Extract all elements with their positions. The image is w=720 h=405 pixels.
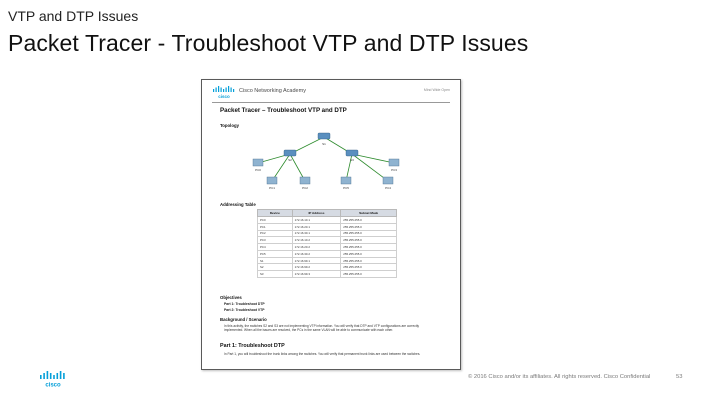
switch-s3-icon (346, 150, 358, 156)
topology-heading: Topology (220, 123, 240, 128)
table-cell: 172.16.20.2 (292, 244, 341, 251)
table-cell: 172.16.99.2 (292, 264, 341, 271)
table-row (258, 250, 397, 257)
background-text: In this activity, the switches S2 and S3 are not implementing VTP information. You will verify that DTP and VTP configurations are correctly implemented. When all the issues are resolved, the PCs in the same VLAN will be able to communicate with each other. (224, 324, 420, 333)
switch-s2-icon (284, 150, 296, 156)
table-row (258, 230, 397, 237)
objective-2: Part 2: Troubleshoot VTP (224, 308, 265, 312)
page-number: 53 (676, 374, 683, 380)
svg-text:cisco: cisco (218, 94, 230, 99)
switch-s1-icon (318, 133, 330, 139)
document-header-rule (212, 102, 450, 103)
table-header-device: Device (258, 210, 293, 217)
table-row (258, 257, 397, 264)
document-academy-label: Cisco Networking Academy (239, 88, 306, 94)
topology-label-s3: S3 (350, 158, 354, 162)
table-cell: 172.16.30.1 (292, 230, 341, 237)
cisco-logo-icon (212, 85, 236, 99)
svg-text:cisco: cisco (45, 382, 61, 388)
table-cell: 255.255.255.0 (341, 237, 397, 244)
document-tagline: Mind Wide Open (423, 88, 450, 92)
document-page (201, 79, 461, 370)
table-cell: 255.255.255.0 (341, 264, 397, 271)
topology-label-pc4: PC4 (385, 186, 391, 190)
table-cell: 172.16.10.1 (292, 217, 341, 224)
table-header-row (258, 210, 397, 217)
topology-label-pc3: PC3 (391, 168, 397, 172)
table-cell: 255.255.255.0 (341, 250, 397, 257)
topology-label-pc5: PC5 (343, 186, 349, 190)
table-cell: S3 (258, 271, 293, 278)
table-cell: PC1 (258, 223, 293, 230)
slide-subtitle: VTP and DTP Issues (8, 8, 139, 24)
table-row (258, 244, 397, 251)
table-cell: 255.255.255.0 (341, 244, 397, 251)
document-title: Packet Tracer – Troubleshoot VTP and DTP (220, 107, 347, 114)
table-row (258, 237, 397, 244)
table-cell: PC4 (258, 244, 293, 251)
table-header-ip: IP Address (292, 210, 341, 217)
topology-label-pc2: PC2 (302, 186, 308, 190)
table-cell: S2 (258, 264, 293, 271)
table-cell: PC5 (258, 250, 293, 257)
table-header-mask: Subnet Mask (341, 210, 397, 217)
topology-label-pc1: PC1 (269, 186, 275, 190)
table-row (258, 217, 397, 224)
table-row (258, 264, 397, 271)
table-cell: 172.16.20.1 (292, 223, 341, 230)
table-row (258, 271, 397, 278)
table-cell: PC0 (258, 217, 293, 224)
table-cell: 255.255.255.0 (341, 257, 397, 264)
part1-text: In Part 1, you will troubleshoot the trunk links among the switches. You will verify that permanent trunk links are used between the switches. (224, 352, 421, 356)
cisco-footer-logo-icon (38, 370, 68, 388)
topology-label-s1: S1 (322, 142, 326, 146)
table-row (258, 223, 397, 230)
pc-icon (253, 159, 399, 184)
addressing-table (257, 209, 397, 278)
table-cell: 172.16.30.2 (292, 250, 341, 257)
table-cell: 255.255.255.0 (341, 223, 397, 230)
table-cell: 172.16.99.3 (292, 271, 341, 278)
topology-label-pc0: PC0 (255, 168, 261, 172)
background-heading: Background / Scenario (220, 317, 267, 322)
table-cell: 255.255.255.0 (341, 217, 397, 224)
addressing-heading: Addressing Table (220, 202, 256, 207)
slide-title: Packet Tracer - Troubleshoot VTP and DTP Issues (8, 30, 529, 56)
table-cell: 172.16.99.1 (292, 257, 341, 264)
table-cell: 255.255.255.0 (341, 271, 397, 278)
table-cell: PC3 (258, 237, 293, 244)
topology-diagram (242, 131, 422, 201)
objectives-heading: Objectives (220, 295, 242, 300)
objective-1: Part 1: Troubleshoot DTP (224, 302, 265, 306)
part1-heading: Part 1: Troubleshoot DTP (220, 343, 285, 349)
topology-label-s2: S2 (288, 158, 292, 162)
table-cell: 255.255.255.0 (341, 230, 397, 237)
table-cell: PC2 (258, 230, 293, 237)
table-cell: 172.16.10.2 (292, 237, 341, 244)
document-header (202, 80, 460, 102)
footer-copyright: © 2016 Cisco and/or its affiliates. All rights reserved. Cisco Confidential (468, 374, 651, 380)
table-cell: S1 (258, 257, 293, 264)
